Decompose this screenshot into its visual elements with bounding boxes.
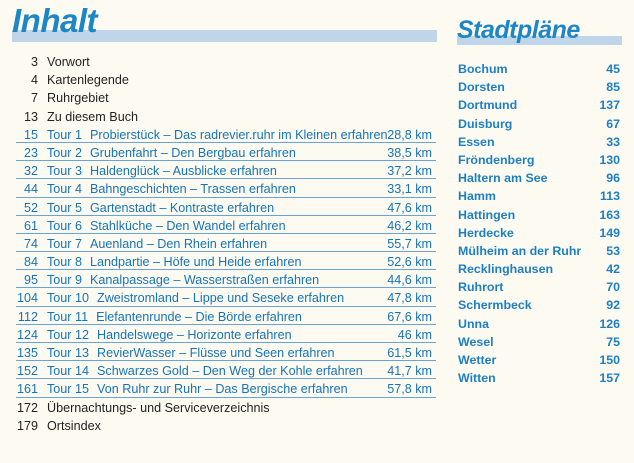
- city-page-number: 53: [606, 243, 620, 258]
- toc-page-number: 124: [16, 327, 38, 342]
- city-entry[interactable]: [458, 187, 620, 205]
- tour-number: Tour 5: [47, 200, 83, 215]
- tour-number: Tour 15: [47, 382, 90, 397]
- tour-number: Tour 14: [47, 364, 90, 379]
- toc-page-number: 135: [16, 346, 38, 360]
- toc-label: [47, 162, 277, 180]
- tour-number: Tour 11: [47, 309, 89, 324]
- toc-label: [47, 362, 363, 380]
- city-entry[interactable]: [458, 278, 620, 296]
- city-entry[interactable]: [458, 115, 620, 133]
- city-entry[interactable]: [458, 333, 620, 351]
- toc-title: Zweistromland – Lippe und Seseke erfahren: [97, 291, 345, 306]
- toc-title: Elefantenrunde – Die Börde erfahren: [96, 309, 302, 324]
- toc-title: Von Ruhr zur Ruhr – Das Bergische erfahren: [97, 382, 348, 397]
- toc-page-number: 44: [23, 182, 38, 197]
- toc-tour-entry[interactable]: [16, 253, 436, 271]
- toc-label: [47, 126, 388, 144]
- tour-distance: 38,5 km: [387, 145, 432, 160]
- toc-page-number: 104: [16, 291, 38, 306]
- toc-tour-entry[interactable]: [16, 180, 436, 198]
- toc-title: Grubenfahrt – Den Bergbau erfahren: [90, 145, 296, 160]
- toc-tour-entry[interactable]: [16, 326, 436, 344]
- city-name: Fröndenberg: [458, 152, 535, 167]
- toc-tour-entry[interactable]: [16, 144, 436, 162]
- tour-number: Tour 10: [47, 291, 90, 306]
- toc-page-number: 7: [30, 91, 38, 106]
- toc-page-number: 172: [16, 400, 38, 415]
- city-page-number: 150: [599, 353, 620, 367]
- tour-number: Tour 3: [47, 164, 83, 179]
- city-name: Herdecke: [458, 225, 514, 240]
- city-name: Dorsten: [458, 80, 505, 95]
- tour-distance: 41,7 km: [387, 364, 432, 379]
- city-name: Haltern am See: [458, 171, 548, 186]
- tour-distance: 33,1 km: [387, 182, 432, 197]
- city-page-number: 45: [606, 62, 620, 76]
- tour-number: Tour 12: [47, 327, 90, 342]
- toc-label: [47, 144, 296, 162]
- city-page-number: 113: [600, 189, 620, 204]
- toc-title: Auenland – Den Rhein erfahren: [90, 236, 268, 251]
- toc-label: [47, 271, 319, 289]
- city-page-number: 42: [606, 262, 620, 277]
- city-page-number: 130: [599, 152, 620, 167]
- tour-distance: 61,5 km: [387, 346, 432, 360]
- toc-title: Handelswege – Horizonte erfahren: [97, 327, 292, 342]
- toc-label: [47, 108, 138, 126]
- city-entry[interactable]: [458, 60, 620, 78]
- tour-number: Tour 6: [47, 218, 83, 233]
- tour-distance: 57,8 km: [387, 382, 432, 397]
- toc-page-number: 152: [16, 364, 38, 379]
- city-entry[interactable]: [458, 296, 620, 314]
- toc-title: Haldenglück – Ausblicke erfahren: [90, 164, 277, 179]
- toc-page-number: 15: [23, 127, 38, 142]
- tour-distance: 46 km: [397, 327, 432, 342]
- toc-entry[interactable]: [16, 89, 436, 107]
- toc-title: Kanalpassage – Wasserstraßen erfahren: [90, 273, 320, 288]
- tour-number: Tour 7: [47, 236, 83, 251]
- toc-page-number: 32: [23, 164, 38, 179]
- toc-label: [47, 344, 335, 362]
- city-page-number: 75: [606, 334, 620, 349]
- tour-number: Tour 8: [47, 255, 83, 270]
- stadtplaene-title: Stadtpläne: [457, 16, 580, 44]
- city-page-number: 70: [606, 280, 620, 295]
- toc-tour-entry[interactable]: [16, 162, 436, 180]
- city-page-number: 157: [599, 371, 620, 386]
- toc-label: [47, 253, 301, 271]
- city-page-number: 67: [606, 116, 620, 131]
- city-page-number: 149: [599, 225, 620, 240]
- toc-title: Bahngeschichten – Trassen erfahren: [90, 182, 296, 197]
- toc-page-number: 23: [23, 145, 38, 160]
- city-entry[interactable]: [458, 96, 620, 114]
- toc-tour-entry[interactable]: [16, 289, 436, 307]
- toc-label: [47, 71, 129, 89]
- toc-page-number: 161: [16, 382, 38, 397]
- city-entry[interactable]: [458, 78, 620, 96]
- toc-tour-entry[interactable]: [16, 217, 436, 235]
- city-entry[interactable]: [458, 315, 620, 333]
- tour-number: Tour 4: [47, 182, 83, 197]
- toc-label: [47, 308, 302, 326]
- tour-distance: 47,6 km: [387, 200, 432, 215]
- toc-page-number: 74: [23, 236, 38, 251]
- toc-label: [47, 217, 286, 235]
- city-entry[interactable]: [458, 260, 620, 278]
- toc-page-number: 52: [23, 200, 38, 215]
- toc-page-number: 179: [16, 418, 38, 433]
- toc-tour-entry[interactable]: [16, 199, 436, 217]
- city-name: Dortmund: [458, 98, 518, 113]
- toc-entry[interactable]: [16, 399, 436, 417]
- tour-number: Tour 2: [47, 145, 83, 160]
- tour-distance: 52,6 km: [387, 255, 432, 270]
- toc-page-number: 3: [30, 55, 38, 69]
- toc-label: [47, 89, 109, 107]
- toc-tour-entry[interactable]: [16, 380, 436, 398]
- city-entry[interactable]: [458, 351, 620, 369]
- city-page-number: 126: [599, 316, 620, 331]
- tour-number: Tour 1: [47, 127, 83, 142]
- city-name: Ruhrort: [458, 280, 504, 295]
- toc-page-number: 4: [30, 73, 38, 88]
- inhalt-title: Inhalt: [12, 2, 97, 39]
- toc-page-number: 84: [23, 255, 38, 270]
- toc-tour-entry[interactable]: [16, 308, 436, 326]
- city-name: Hamm: [458, 189, 496, 204]
- toc-title: Schwarzes Gold – Den Weg der Kohle erfahren: [97, 364, 363, 379]
- toc-label: [47, 53, 90, 71]
- city-page-number: 137: [599, 98, 620, 113]
- city-page-number: 85: [606, 80, 620, 95]
- toc-page-number: 112: [17, 309, 38, 324]
- toc-tour-entry[interactable]: [16, 344, 436, 362]
- city-name: Wesel: [458, 334, 494, 349]
- toc-tour-entry[interactable]: [16, 362, 436, 380]
- city-name: Unna: [458, 316, 489, 331]
- city-entry[interactable]: [458, 169, 620, 187]
- city-page-number: 96: [606, 171, 620, 186]
- toc-tour-entry[interactable]: [16, 271, 436, 289]
- city-name: Hattingen: [458, 207, 516, 222]
- city-name: Duisburg: [458, 116, 513, 131]
- city-name: Recklinghausen: [458, 262, 554, 277]
- tour-number: Tour 13: [47, 346, 90, 360]
- city-entry[interactable]: [458, 242, 620, 260]
- toc-entry[interactable]: [16, 417, 436, 435]
- toc-tour-entry[interactable]: [16, 126, 436, 144]
- tour-distance: 55,7 km: [387, 236, 432, 251]
- city-name: Mülheim an der Ruhr: [458, 243, 582, 258]
- tour-distance: 67,6 km: [387, 309, 432, 324]
- city-name: Wetter: [458, 353, 497, 367]
- toc-title: Landpartie – Höfe und Heide erfahren: [90, 255, 302, 270]
- city-page-number: 33: [606, 134, 620, 149]
- toc-label: [47, 235, 267, 253]
- tour-distance: 46,2 km: [387, 218, 432, 233]
- tour-distance: 47,8 km: [387, 291, 432, 306]
- city-entry[interactable]: [458, 206, 620, 224]
- toc-entry[interactable]: [16, 71, 436, 89]
- toc-title: Vorwort: [47, 55, 90, 69]
- toc-entry[interactable]: [16, 108, 436, 126]
- toc-page-number: 13: [23, 109, 38, 124]
- city-name: Essen: [458, 134, 495, 149]
- toc-label: [47, 326, 292, 344]
- table-of-contents: [16, 53, 436, 435]
- city-page-number: 92: [606, 298, 620, 313]
- toc-label: [47, 199, 274, 217]
- city-name: Witten: [458, 371, 496, 386]
- toc-label: [47, 399, 270, 417]
- city-entry[interactable]: [458, 369, 620, 387]
- tour-distance: 44,6 km: [387, 273, 432, 288]
- toc-title: Kartenlegende: [47, 73, 129, 88]
- toc-title: Ruhrgebiet: [47, 91, 109, 106]
- city-name: Schermbeck: [458, 298, 532, 313]
- city-page-number: 163: [599, 207, 620, 222]
- toc-label: [47, 180, 296, 198]
- toc-title: Ortsindex: [47, 418, 101, 433]
- toc-label: [47, 289, 344, 307]
- toc-label: [47, 380, 348, 398]
- toc-title: Probierstück – Das radrevier.ruhr im Kleinen erfahren: [90, 127, 388, 142]
- tour-distance: 37,2 km: [387, 164, 432, 179]
- city-map-index: [458, 60, 620, 387]
- toc-page-number: 61: [23, 218, 38, 233]
- toc-tour-entry[interactable]: [16, 235, 436, 253]
- toc-page-number: 95: [23, 273, 38, 288]
- toc-title: Zu diesem Buch: [47, 109, 138, 124]
- tour-distance: 28,8 km: [387, 127, 432, 142]
- toc-title: Stahlküche – Den Wandel erfahren: [90, 218, 286, 233]
- toc-title: Übernachtungs- und Serviceverzeichnis: [47, 400, 270, 415]
- city-entry[interactable]: [458, 133, 620, 151]
- city-entry[interactable]: [458, 224, 620, 242]
- toc-label: [47, 417, 101, 435]
- toc-entry[interactable]: [16, 53, 436, 71]
- toc-title: RevierWasser – Flüsse und Seen erfahren: [97, 346, 335, 360]
- city-name: Bochum: [458, 62, 508, 76]
- toc-title: Gartenstadt – Kontraste erfahren: [90, 200, 275, 215]
- city-entry[interactable]: [458, 151, 620, 169]
- tour-number: Tour 9: [47, 273, 83, 288]
